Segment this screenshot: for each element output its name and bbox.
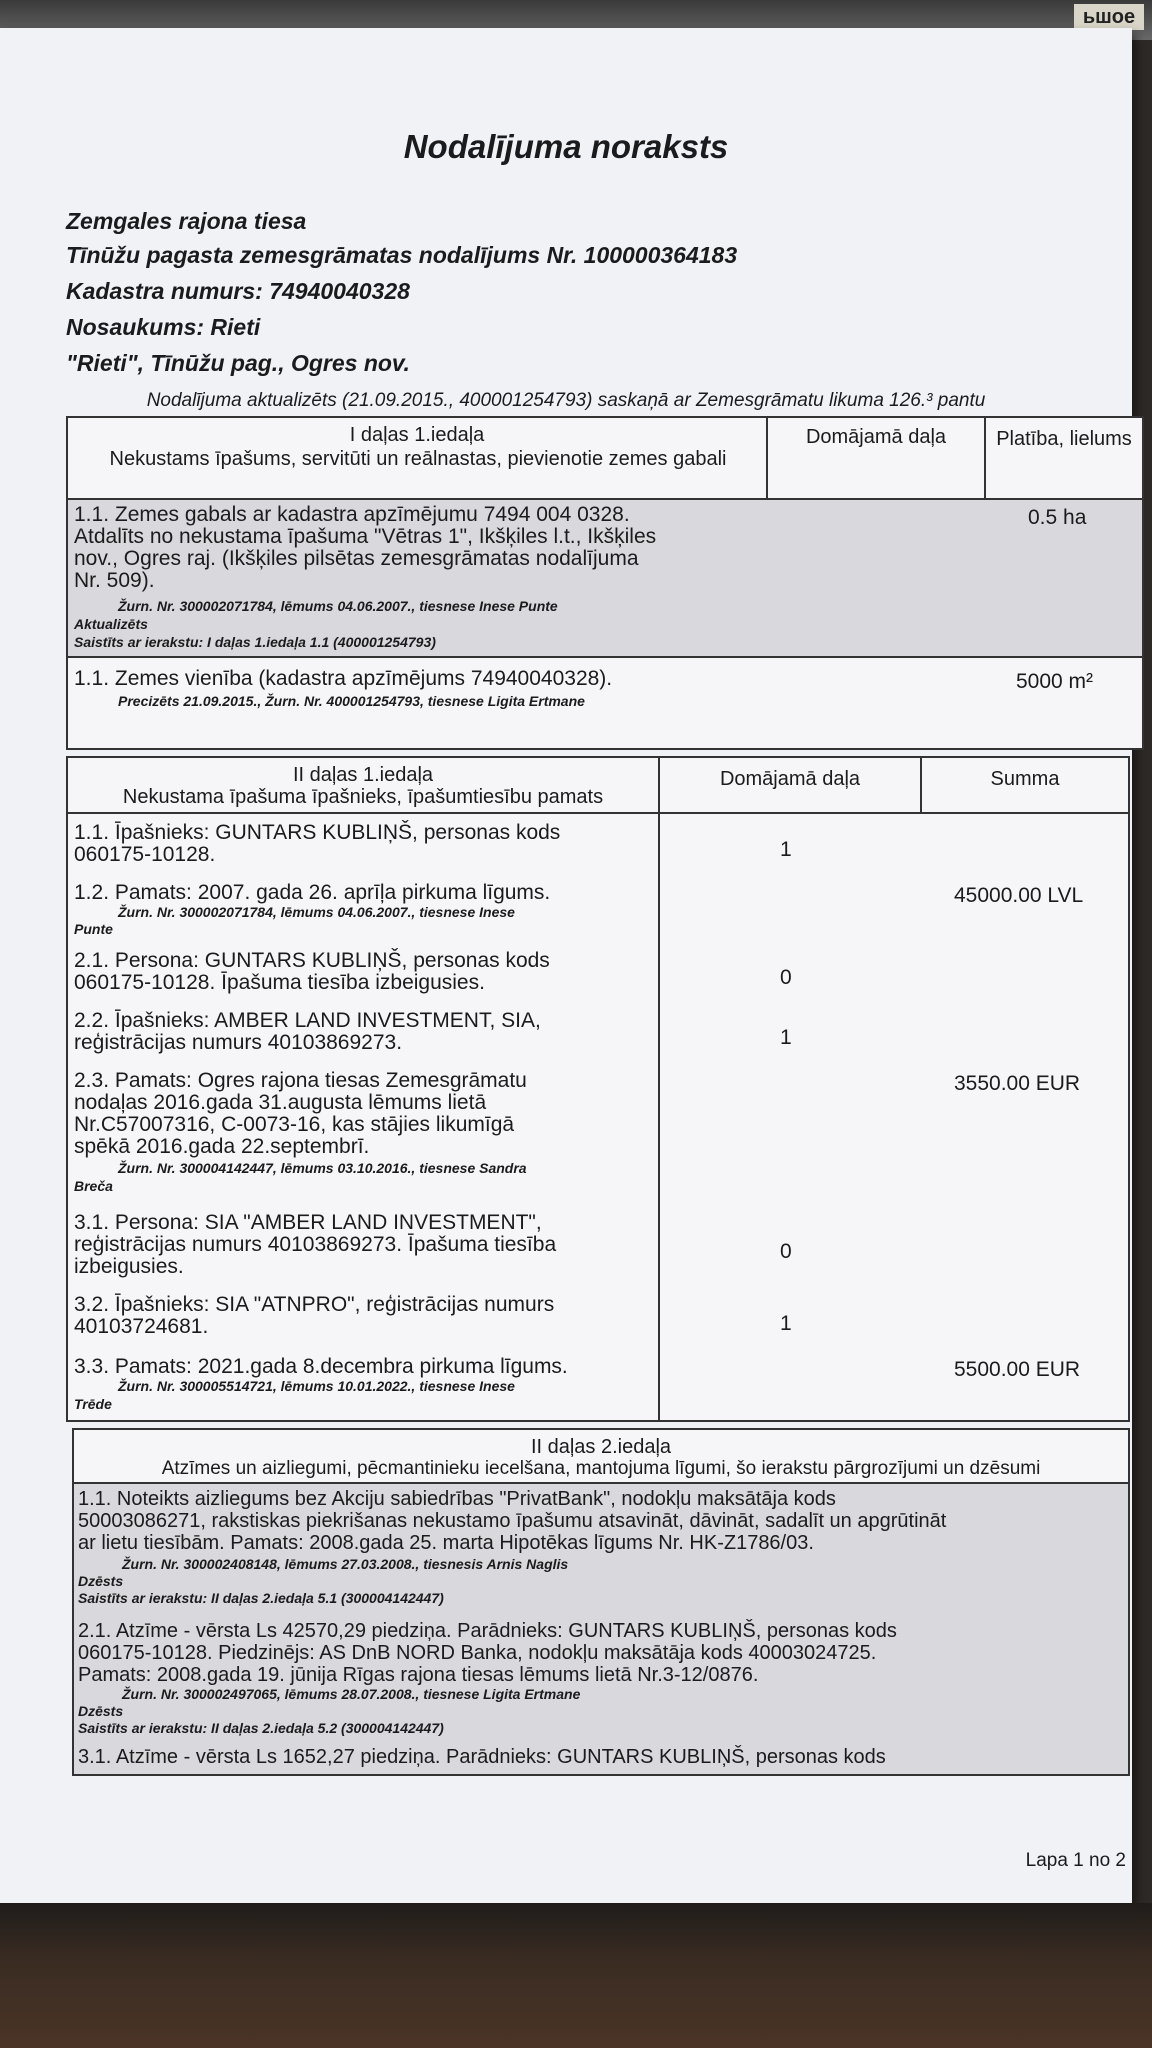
section-1-entry-2: 1.1. Zemes vienība (kadastra apzīmējums 74940040328). [74, 667, 613, 690]
basis-entry-1-2-sum: 45000.00 LVL [954, 884, 1084, 907]
section-1-col-share: Domājamā daļa [805, 426, 947, 448]
note-entry-1-1-link: Saistīts ar ierakstu: II daļas 2.iedaļa 5.1 (300004142447) [78, 1590, 444, 1606]
basis-entry-1-2: 1.2. Pamats: 2007. gada 26. aprīļa pirkuma līgums. [74, 881, 551, 904]
owner-entry-3-2: 3.2. Īpašnieks: SIA "ATNPRO", reģistrācijas numurs 40103724681. [74, 1293, 555, 1338]
section-1-subtitle: Nekustams īpašums, servitūti un reālnastas, pievienotie zemes gabali [109, 448, 727, 470]
page-number: Lapa 1 no 2 [1025, 1850, 1126, 1871]
note-entry-2-1: 2.1. Atzīme - vērsta Ls 42570,29 piedziņa. Parādnieks: GUNTARS KUBLIŅŠ, personas kods 060175-10128. Piedzinējs: AS DnB NORD Banka, nodokļu maksātāja kods 40003024725. Pamats: 2008.gada 19. jūnija Rīgas rajona tiesas lēmums lietā Nr.3-12/0876. [78, 1620, 897, 1686]
section-2-table [66, 756, 1130, 1422]
section-3-title: II daļas 2.iedaļa [530, 1436, 672, 1458]
basis-entry-2-3-note: Žurn. Nr. 300004142447, lēmums 03.10.2016., tiesnese Sandra [118, 1160, 527, 1176]
section-2-subtitle: Nekustama īpašuma īpašnieks, īpašumtiesību pamats [122, 786, 604, 808]
note-entry-2-1-link: Saistīts ar ierakstu: II daļas 2.iedaļa 5.2 (300004142447) [78, 1720, 444, 1736]
bottom-background [0, 1903, 1152, 2048]
section-1-entry-2-note: Precizēts 21.09.2015., Žurn. Nr. 400001254793, tiesnese Ligita Ertmane [118, 693, 585, 709]
basis-entry-1-2-note: Žurn. Nr. 300002071784, lēmums 04.06.2007., tiesnese Inese [118, 904, 515, 920]
note-entry-1-1-status: Dzēsts [78, 1573, 124, 1589]
section-1-entry-1-journal: Žurn. Nr. 300002071784, lēmums 04.06.2007., tiesnese Inese Punte [118, 598, 558, 614]
update-note: Nodalījuma aktualizēts (21.09.2015., 400001254793) saskaņā ar Zemesgrāmatu likuma 126.³ pantu [146, 390, 986, 411]
section-1-entry-1-area: 0.5 ha [1028, 506, 1087, 529]
basis-entry-2-3-sum: 3550.00 EUR [954, 1072, 1081, 1095]
court-name: Zemgales rajona tiesa [66, 208, 307, 234]
note-entry-1-1-journal: Žurn. Nr. 300002408148, lēmums 27.03.2008., tiesnesis Arnis Naglis [122, 1556, 569, 1572]
section-2-col-share: Domājamā daļa [719, 768, 861, 790]
property-address: "Rieti", Tīnūžu pag., Ogres nov. [66, 350, 410, 376]
section-2-col-sum: Summa [990, 768, 1060, 790]
person-entry-2-1-share: 0 [780, 966, 792, 989]
person-entry-3-1: 3.1. Persona: SIA "AMBER LAND INVESTMENT", reģistrācijas numurs 40103869273. Īpašuma tiesība izbeigusies. [74, 1211, 557, 1278]
corner-label: ьшое [1074, 4, 1144, 30]
section-1-table [66, 416, 1144, 750]
section-1-entry-1-link: Saistīts ar ierakstu: I daļas 1.iedaļa 1.1 (400001254793) [74, 634, 436, 650]
basis-entry-2-3: 2.3. Pamats: Ogres rajona tiesas Zemesgrāmatu nodaļas 2016.gada 31.augusta lēmums lietā Nr.C57007316, C-0073-16, kas stājies likumīgā spēkā 2016.gada 22.septembrī. [74, 1069, 527, 1158]
section-1-entry-1: 1.1. Zemes gabals ar kadastra apzīmējumu 7494 004 0328. Atdalīts no nekustama īpašuma "Vētras 1", Ikšķiles l.t., Ikšķiles nov., Ogres raj. (Ikšķiles pilsētas zemesgrāmatas nodalījuma Nr. 509). [74, 503, 657, 592]
section-2-title: II daļas 1.iedaļa [292, 764, 434, 786]
note-entry-3-1: 3.1. Atzīme - vērsta Ls 1652,27 piedziņa. Parādnieks: GUNTARS KUBLIŅŠ, personas kods [78, 1746, 886, 1768]
basis-entry-2-3-note-end: Breča [74, 1178, 113, 1194]
cadastre-number: Kadastra numurs: 74940040328 [66, 278, 410, 304]
owner-entry-2-2: 2.2. Īpašnieks: AMBER LAND INVESTMENT, SIA, reģistrācijas numurs 40103869273. [74, 1009, 541, 1054]
basis-entry-3-3: 3.3. Pamats: 2021.gada 8.decembra pirkuma līgums. [74, 1355, 568, 1378]
owner-entry-1-1-share: 1 [780, 838, 792, 861]
note-entry-1-1: 1.1. Noteikts aizliegums bez Akciju sabiedrības "PrivatBank", nodokļu maksātāja kods 50003086271, rakstiskas piekrišanas nekustamo īpašumu atsavināt, dāvināt, sadalīt un apgrūtināt ar lietu tiesībām. Pamats: 2008.gada 25. marta Hipotēkas līgums Nr. HK-Z1786/03. [78, 1488, 947, 1554]
basis-entry-1-2-note-end: Punte [74, 921, 113, 937]
section-1-entry-2-area: 5000 m² [1016, 670, 1094, 693]
note-entry-2-1-journal: Žurn. Nr. 300002497065, lēmums 28.07.2008., tiesnese Ligita Ertmane [122, 1686, 581, 1702]
basis-entry-3-3-sum: 5500.00 EUR [954, 1358, 1081, 1381]
document-title: Nodalījuma noraksts [403, 128, 729, 165]
section-3-subtitle: Atzīmes un aizliegumi, pēcmantinieku iecelšana, mantojuma līgumi, šo ierakstu pārgrozījumi un dzēsumi [161, 1458, 1041, 1479]
section-1-title: I daļas 1.iedaļa [349, 424, 485, 446]
section-1-col-area: Platība, lielums [996, 428, 1132, 450]
person-entry-2-1: 2.1. Persona: GUNTARS KUBLIŅŠ, personas kods 060175-10128. Īpašuma tiesība izbeigusies. [74, 949, 550, 994]
property-name: Nosaukums: Rieti [66, 314, 261, 340]
section-1-entry-1-status: Aktualizēts [74, 616, 148, 632]
basis-entry-3-3-note-end: Trēde [74, 1396, 112, 1412]
document-page [0, 28, 1132, 1903]
owner-entry-3-2-share: 1 [780, 1312, 792, 1335]
basis-entry-3-3-note: Žurn. Nr. 300005514721, lēmums 10.01.2022., tiesnese Inese [118, 1378, 515, 1394]
note-entry-2-1-status: Dzēsts [78, 1703, 124, 1719]
register-number: Tīnūžu pagasta zemesgrāmatas nodalījums Nr. 100000364183 [66, 242, 738, 268]
person-entry-3-1-share: 0 [780, 1240, 792, 1263]
owner-entry-2-2-share: 1 [780, 1026, 792, 1049]
section-3-table [72, 1428, 1130, 1776]
owner-entry-1-1: 1.1. Īpašnieks: GUNTARS KUBLIŅŠ, personas kods 060175-10128. [74, 821, 561, 866]
